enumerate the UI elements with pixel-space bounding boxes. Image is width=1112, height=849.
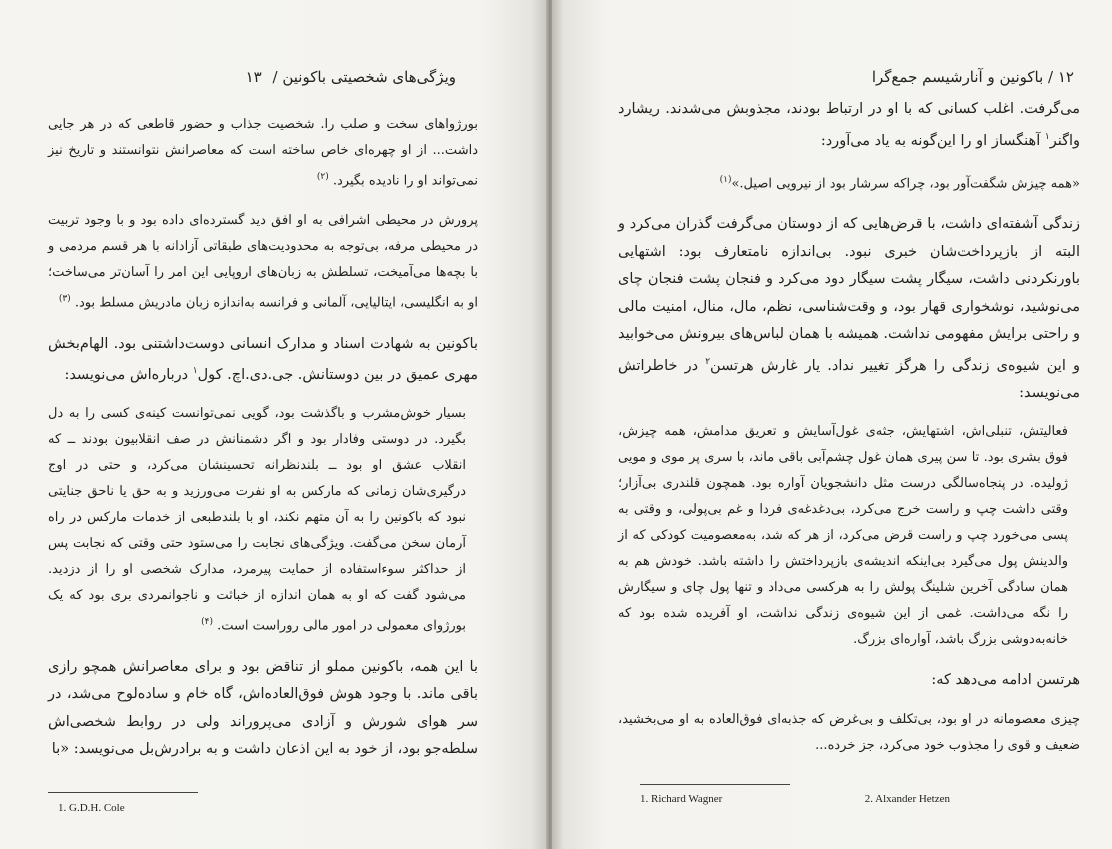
right-running-head: ۱۲ / باکونین و آنارشیسم جمع‌گرا [871, 68, 1074, 86]
left-footnote-rule [48, 792, 198, 793]
right-footnote-rule [640, 784, 790, 785]
paragraph: هرتسن ادامه می‌دهد که: [931, 672, 1080, 689]
paragraph: باکونین به شهادت اسناد و مدارک انسانی دوست‌داشتنی بود. الهام‌بخش مهری عمیق در بین دوستانش. جی.دی.اچ. کول$^۱$ درباره‌اش می‌نویسد: [48, 335, 478, 383]
paragraph: بسیار خوش‌مشرب و باگذشت بود، گویی نمی‌توانست کینه‌ی کسی را به دل بگیرد. در دوستی وفادار بود و اگر دشمنانش در صف انقلابیون بودند ــ که انقلاب عشق او بود ــ بلندنظرانه تحسینشان می‌کرد، و حتی در اوج درگیری‌شان زمانی که مارکس به او نفرت می‌ورزید و به حق یا ناحق جنایتی نبود که باکونین را به آن متهم نکند، او با بلندطبعی از خدمات مارکس در راه آرمان سخن می‌گفت. ویژگی‌های نجابت را می‌ستود حتی وقتی که نجابت پس از حداکثر سوءاستفاده از حمایت پیرمرد، مدارک شخصی او را از دزدید. می‌شود گفت که او به همان اندازه از خباثت و ناجوانمردی بری بود که یک بورژوای معمولی در امور مالی روراست است. $^{(۴)}$ [48, 406, 466, 634]
paragraph: چیزی معصومانه در او بود، بی‌تکلف و بی‌غرض که جذبه‌ای فوق‌العاده به او می‌بخشید، ضعیف و قوی را مجذوب خود می‌کرد، جز خرده... [618, 711, 1080, 753]
right-running-head-title: باکونین و آنارشیسم جمع‌گرا [871, 68, 1044, 86]
footnote: 1. G.D.H. Cole [58, 802, 125, 814]
paragraph: بورژواهای سخت و صلب را. شخصیت جذاب و حضور قاطعی که در هر جایی داشت... از او چهره‌ای خاص ساخته است که معاصرانش نتوانستند و تاریخ نیز نمی‌تواند او را نادیده بگیرد. $^{(۲)}$ [48, 117, 478, 189]
paragraph: می‌گرفت. اغلب کسانی که با او در ارتباط بودند، مجذوبش می‌شدند. ریشارد واگنر$^۱$ آهنگساز او را این‌گونه به یاد می‌آورد: [618, 101, 1080, 149]
footnote: 1. Richard Wagner [640, 793, 723, 805]
paragraph: زندگی آشفته‌ای داشت، با قرض‌هایی که از دوستان می‌گرفت گذران می‌کرد و البته از بازپرداخت‌شان خبری نبود. بی‌اندازه نامتعارف بود: اشتهایی باورنکردنی داشت، سیگار پشت سیگار دود می‌کرد و فنجان پشت فنجان چای می‌نوشید، نوشخواری قهار بود، و وقت‌شناسی، نظم، مال، منال، امنیت مالی و راحتی برایش مفهومی نداشت. همیشه با همان لباس‌های بیرونش می‌خوابید و این شیوه‌ی زندگی را هرگز تغییر نداد. یار غارش هرتسن$^۲$ در خاطراتش می‌نویسد: [618, 216, 1080, 401]
left-footnotes [58, 802, 125, 814]
right-footnotes [640, 793, 950, 805]
paragraph: فعالیتش، تنبلی‌اش، اشتهایش، جثه‌ی غول‌آسایش و تعریق مدامش، همه چیزش، فوق بشری بود. تا سن پیری همان غول چشم‌آبی باقی ماند، با سری پر موی و مویی ژولیده. در پنجاه‌سالگی درست مثل دانشجویان آواره بود. همچون قلندری بی‌آزار؛ وقتی داشت چپ و راست خرج می‌کرد، بی‌دغدغه‌ی فردا و غم بی‌پولی، و وقتی به پسی می‌خورد چپ و راست قرض می‌کرد، از هر که شد، به‌معصومیت کودکی که از والدینش پول می‌گیرد بی‌اینکه اندیشه‌ی بازپرداختش را داشته باشد. خودش هم به همان سادگی آخرین شلینگ پولش را به هرکسی می‌داد و تنها پول چای و سیگارش را نگه می‌داشت. غمی از این شیوه‌ی زندگی نداشت، او آفریده شده بود که خانه‌به‌دوشی بزرگ باشد، آواره‌ای بزرگ. [618, 424, 1068, 648]
paragraph: پرورش در محیطی اشرافی به او افق دید گسترده‌ای داده بود و با وجود تربیت در محیطی مرفه، بی‌توجه به محدودیت‌های طبقاتی آزادانه با هر قسم مردمی و با بچه‌ها می‌آمیخت، تسلطش به زبان‌های اروپایی این امر را آسان‌تر می‌ساخت؛ او به انگلیسی، ایتالیایی، آلمانی و فرانسه به‌اندازه زبان مادریش مسلط بود. $^{(۳)}$ [48, 213, 478, 311]
paragraph: «همه چیزش شگفت‌آور بود، چراکه سرشار بود از نیرویی اصیل.»$^{(۱)}$ [719, 174, 1080, 192]
right-body-text [618, 96, 1080, 773]
left-running-head: ویژگی‌های شخصیتی باکونین / ۱۳ [245, 68, 456, 86]
left-page-number: ۱۳ [245, 68, 262, 86]
paragraph: با این همه، باکونین مملو از تناقض بود و برای معاصرانش همچو رازی باقی ماند. با وجود هوش فوق‌العاده‌اش، گاه خام و ساده‌لوح می‌شد، در سر هوای شورش و آزادی می‌پروراند ولی در روابط شخصی‌اش سلطه‌جو بود، از خود به این اذعان داشت و به برادرش‌بل می‌نویسد: «با [48, 658, 478, 758]
left-body-text [48, 112, 478, 776]
left-page [0, 0, 548, 849]
right-page [552, 0, 1112, 849]
left-running-head-title: ویژگی‌های شخصیتی باکونین [282, 68, 456, 86]
footnote: 2. Alxander Hetzen [864, 793, 950, 805]
right-page-number: ۱۲ [1057, 68, 1074, 86]
